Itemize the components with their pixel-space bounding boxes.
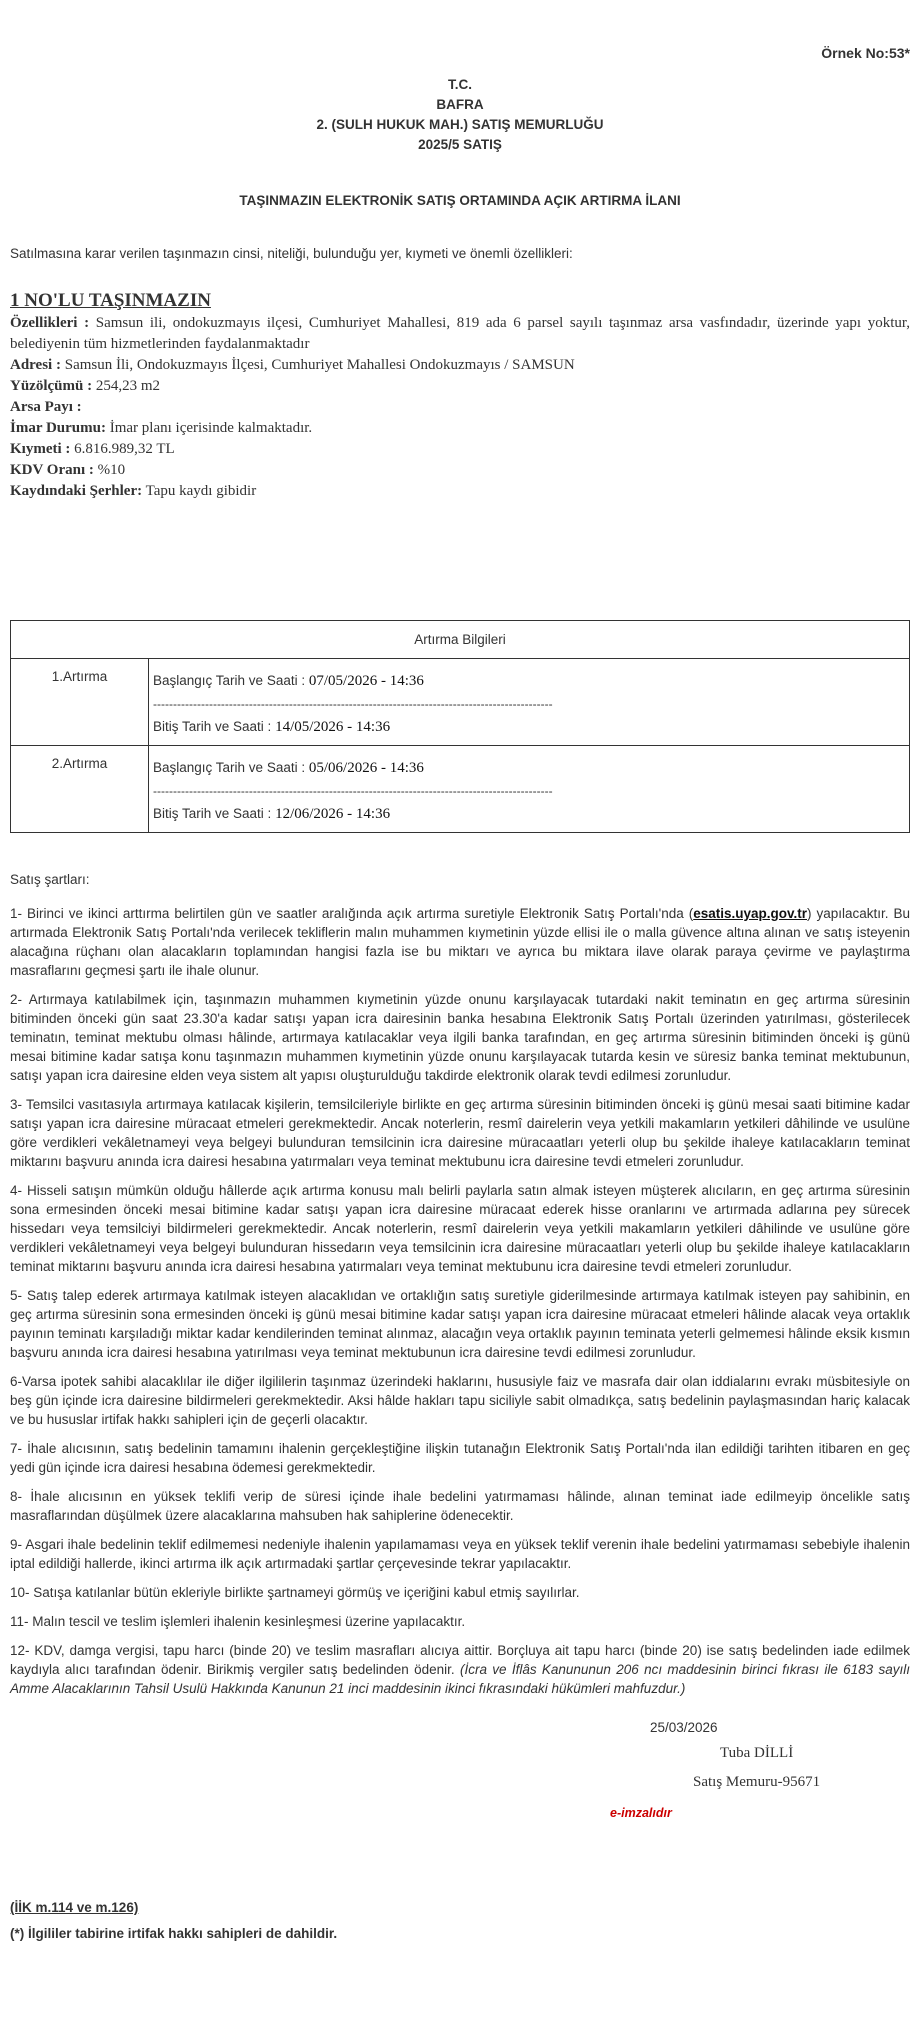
auction-round-info: Başlangıç Tarih ve Saati : 05/06/2026 - 14:36 ---------------------------------------------------------------------------------------------------- Bitiş Tarih ve Saati : 12/06/2026 - 14:36 xyxy=(149,746,910,833)
property-address: Adresi : Samsun İli, Ondokuzmayıs İlçesi, Cumhuriyet Mahallesi Ondokuzmayıs / SAMSUN xyxy=(10,357,575,373)
term-6: 6-Varsa ipotek sahibi alacaklılar ile diğer ilgililerin taşınmaz üzerindeki haklarını, hususiyle faiz ve masrafa dair olan iddialarını evrakı müsbitesiyle on beş gün içinde icra dairesine bildirmeleri gerekmektedir. Aksi hâlde hakları tapu siciliyle sabit olmadıkça, satış bedelinin paylaşmasından hariç kalacak ve bu hususlar irtifak hakkı sahipleri için de geçerli olacaktır. xyxy=(10,1374,910,1427)
property-section xyxy=(10,289,910,502)
term-11: 11- Malın tescil ve teslim işlemleri ihalenin kesinleşmesi üzerine yapılacaktır. xyxy=(10,1614,466,1629)
term-5: 5- Satış talep ederek artırmaya katılmak isteyen alacaklıdan ve ortaklığın satış suretiyle giderilmesinde artırmaya katılmak isteyen pay sahibinin, en geç artırma süresinin sona ermesinden önceki iş günü mesai bitimine kadar satışı yapan icra dairesine müracaat etmeleri hâlinde alacak veya ortaklık payının teminatı karşıladığı miktar kadar kendilerinden teminat alınmaz, alacağın veya ortaklık payının teminata yeterli gelmemesi hâlinde eksik kısmın başvuru anında icra dairesi hesabına yatırılması veya teminat mektubunun icra dairesine tevdi edilmesi zorunludur. xyxy=(10,1288,910,1360)
auction-end-date: 12/06/2026 - 14:36 xyxy=(275,806,391,822)
property-zoning: İmar Durumu: İmar planı içerisinde kalmaktadır. xyxy=(10,420,313,436)
auction-row-1 xyxy=(11,659,910,746)
legal-reference: (İİK m.114 ve m.126) xyxy=(10,1900,139,1915)
intro-text: Satılmasına karar verilen taşınmazın cinsi, niteliği, bulunduğu yer, kıymeti ve önemli özellikleri: xyxy=(10,246,573,261)
term-8: 8- İhale alıcısının en yüksek teklifi verip de süresi içinde ihale bedelini yatırmaması hâlinde, alınan teminat iade edilmeyip öncelikle satış masraflarından düşülmek üzere alacaklarına mahsuben hak sahiplerine ödenecektir. xyxy=(10,1489,910,1523)
property-features: Özellikleri : Samsun ili, ondokuzmayıs ilçesi, Cumhuriyet Mahallesi, 819 ada 6 parsel sayılı taşınmaz arsa vasfındadır, üzerinde yapı yoktur, belediyenin tüm hizmetlerinden faydalanmaktadır xyxy=(10,315,911,352)
term-3: 3- Temsilci vasıtasıyla artırmaya katılacak kişilerin, temsilcileriyle birlikte en geç artırma süresinin bitiminden önceki iş günü mesai saati bitimine kadar satışı yapan icra dairesine müracaat etmeleri gerekmektedir. Ancak noterlerin, resmî dairelerin veya yetkili makamların yetkileri dâhilinde ve usulüne göre verdikleri vekâletnameyi veya belgeyi bulunduran temsilcinin icra dairesine müracaatları yeterli olup bu şekilde ihaleye katılacakların teminat miktarını başvuru anında icra dairesi hesabına yatırmaları veya teminat mektubunu icra dairesine tevdi etmeleri zorunludur. xyxy=(10,1097,910,1169)
e-signature-label: e-imzalıdır xyxy=(610,1806,672,1820)
document-title: TAŞINMAZIN ELEKTRONİK SATIŞ ORTAMINDA AÇIK ARTIRMA İLANI xyxy=(239,193,681,208)
property-heading: 1 NO'LU TAŞINMAZIN xyxy=(10,290,211,311)
signatory-position: Satış Memuru-95671 xyxy=(693,1774,821,1790)
term-9: 9- Asgari ihale bedelinin teklif edilmemesi nedeniyle ihalenin yapılamaması veya en yüksek teklif verenin ihale bedelini yatırmaması sebebiyle ihalenin iptal edildiği hallerde, ikinci artırma ilk açık artırmadaki şartlar çerçevesinde tekrar yapılacaktır. xyxy=(10,1537,910,1571)
separator-line: ---------------------------------------------------------------------------------------------------- xyxy=(153,697,553,711)
property-area: Yüzölçümü : 254,23 m2 xyxy=(10,378,161,394)
term-4: 4- Hisseli satışın mümkün olduğu hâllerde açık artırma konusu malı belirli paylarla satın almak isteyen müşterek alıcıların, en geç artırma süresinin sona ermesinden önceki mesai bitimine kadar satışı yapan icra dairesine müracaat ederek hisse oranlarını ve artırmada adlarına pey sürecek hissedarı veya temsilciyi bildirmeleri gerekmektedir. Ancak noterlerin, resmî dairelerin veya yetkili makamların yetkileri dâhilinde ve usulüne göre verdikleri vekâletnameyi veya belgeyi bulunduran hissedarın veya temsilcinin icra dairesine müracaatları yeterli olup bu şekilde ihaleye katılacakların teminat miktarını başvuru anında icra dairesi hesabına yatırmaları veya teminat mektubunu icra dairesine tevdi etmeleri zorunludur. xyxy=(10,1183,910,1274)
footnote: (*) İlgililer tabirine irtifak hakkı sahipleri de dahildir. xyxy=(10,1926,338,1941)
document-header xyxy=(10,75,910,155)
property-value: Kıymeti : 6.816.989,32 TL xyxy=(10,441,175,457)
auction-round-name: 2.Artırma xyxy=(11,746,149,833)
auction-table xyxy=(10,620,910,833)
sale-terms xyxy=(10,870,910,1708)
term-2: 2- Artırmaya katılabilmek için, taşınmazın muhammen kıymetinin yüzde onunu karşılayacak tutardaki nakit teminatın en geç artırma süresinin bitiminden önceki gün saat 23.30'a kadar satışı yapan icra dairesinin banka hesabına Elektronik Satış Portalı üzerinden yatırılması, gösterilecek teminatın, teminat mektubu olması hâlinde, artırmaya katılacaklar veya ilgili banka tarafından, en geç artırma süresinin bitiminden önceki iş günü mesai bitimine kadar satışa konu taşınmazın muhammen kıymetinin yüzde onunu karşılayacak tutarda kesin ve süresiz banka teminat mektubunun, satışı yapan icra dairesine elden veya sistem alt yapısı oluşturulduğu takdirde elektronik olarak tevdi edilmesi zorunludur. xyxy=(10,992,910,1083)
property-vat: KDV Oranı : %10 xyxy=(10,462,126,478)
term-7: 7- İhale alıcısının, satış bedelinin tamamını ihalenin gerçekleştiğine ilişkin tutanağın Elektronik Satış Portalı'nda ilan edildiği tarihten itibaren en geç yedi gün içinde icra dairesi hesabına ödemesi gerekmektedir. xyxy=(10,1441,910,1475)
header-line-office: 2. (SULH HUKUK MAH.) SATIŞ MEMURLUĞU xyxy=(316,117,604,132)
auction-round-info: Başlangıç Tarih ve Saati : 07/05/2026 - 14:36 ---------------------------------------------------------------------------------------------------- Bitiş Tarih ve Saati : 14/05/2026 - 14:36 xyxy=(149,659,910,746)
term-10: 10- Satışa katılanlar bütün ekleriyle birlikte şartnameyi görmüş ve içeriğini kabul etmiş sayılırlar. xyxy=(10,1585,580,1600)
header-line-tc: T.C. xyxy=(447,77,472,92)
auction-row-2 xyxy=(11,746,910,833)
property-annotations: Kaydındaki Şerhler: Tapu kaydı gibidir xyxy=(10,483,257,499)
auction-round-name: 1.Artırma xyxy=(11,659,149,746)
header-line-file: 2025/5 SATIŞ xyxy=(418,137,502,152)
separator-line: ---------------------------------------------------------------------------------------------------- xyxy=(153,784,553,798)
property-land-share: Arsa Payı : xyxy=(10,399,82,415)
portal-link[interactable]: esatis.uyap.gov.tr xyxy=(693,906,807,921)
terms-label: Satış şartları: xyxy=(10,872,90,887)
auction-end-date: 14/05/2026 - 14:36 xyxy=(275,719,391,735)
term-1: 1- Birinci ve ikinci arttırma belirtilen gün ve saatler aralığında açık artırma suretiyle Elektronik Satış Portalı'nda (esatis.uyap.gov.tr) yapılacaktır. Bu artırmada Elektronik Satış Portalı'nda verilecek tekliflerin malın muhammen kıymetinin yüzde ellisi ile o malla güvence altına alınan ve satış isteyenin alacağına rüçhanı olan alacakların toplamından hangisi fazla ise bu miktarı ve ayrıca bu miktara ilave olarak paraya çevirme ve paylaştırma masraflarını geçmesi şartı ile ihale olunur. xyxy=(10,906,910,978)
auction-start-date: 07/05/2026 - 14:36 xyxy=(308,673,424,689)
auction-start-date: 05/06/2026 - 14:36 xyxy=(308,760,424,776)
signature-date: 25/03/2026 xyxy=(650,1720,718,1735)
term-12: 12- KDV, damga vergisi, tapu harcı (binde 20) ve teslim masrafları alıcıya aittir. Borçluya ait tapu harcı (binde 20) ise satış bedelinden iade edilmek kaydıyla alıcı tarafından ödenir. Birikmiş vergiler satış bedelinden ödenir. (İcra ve İflâs Kanununun 206 ncı maddesinin birinci fıkrası ile 6183 sayılı Amme Alacaklarının Tahsil Usulü Hakkında Kanunun 21 inci maddesinin ikinci fıkrasındaki hükümleri mahfuzdur.) xyxy=(10,1643,910,1696)
header-line-city: BAFRA xyxy=(436,97,484,112)
auction-table-header: Artırma Bilgileri xyxy=(11,621,910,659)
signatory-name: Tuba DİLLİ xyxy=(720,1745,794,1761)
sample-number: Örnek No:53* xyxy=(821,45,910,61)
